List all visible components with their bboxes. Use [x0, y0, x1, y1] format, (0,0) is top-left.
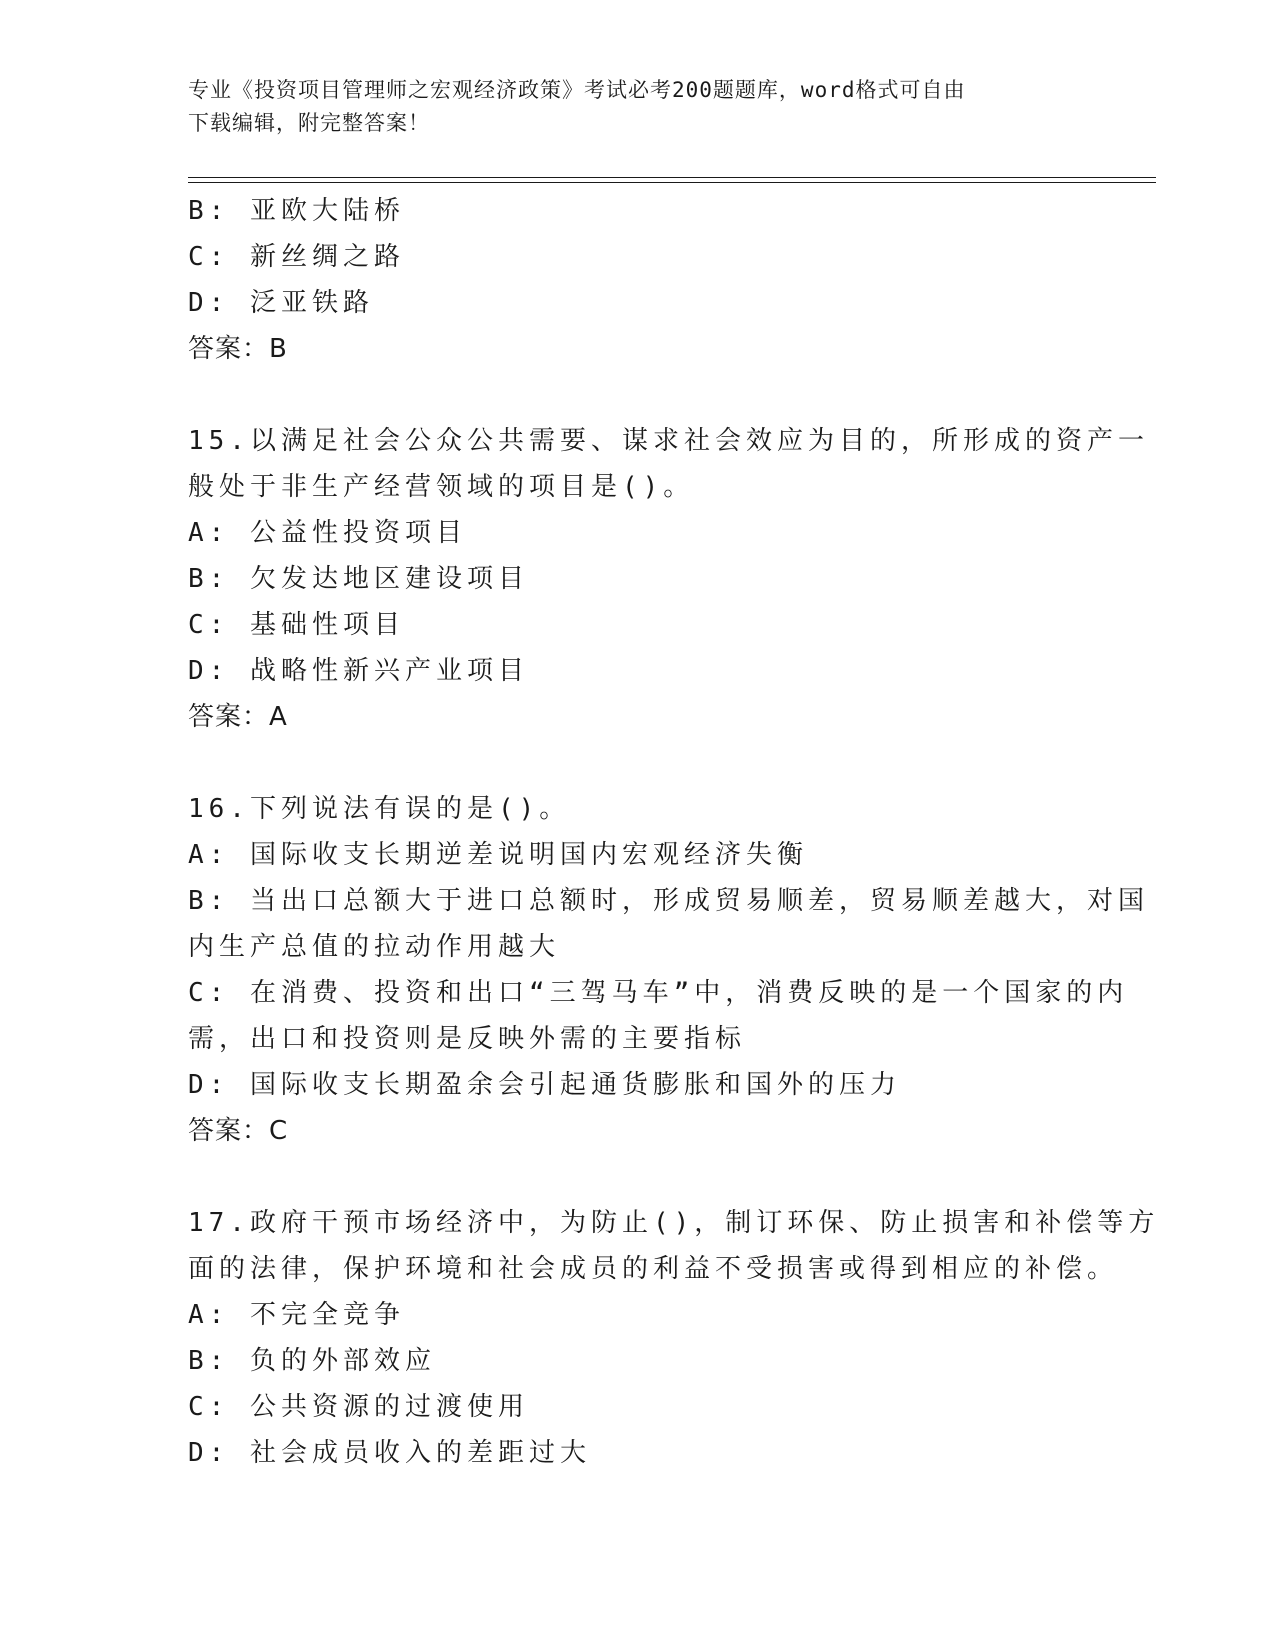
header-rule-bottom [188, 182, 1156, 183]
question-16 [188, 786, 1149, 1154]
answer-line: 答案：A [188, 702, 288, 732]
question-stem-line: 16.下列说法有误的是()。 [188, 794, 571, 824]
option-d: D: 泛亚铁路 [188, 288, 374, 318]
option-d: D: 社会成员收入的差距过大 [188, 1438, 591, 1468]
option-c: C: 基础性项目 [188, 610, 405, 640]
option-a: A: 不完全竞争 [188, 1300, 405, 1330]
header-line-2: 下载编辑，附完整答案！ [188, 111, 430, 135]
option-a: A: 国际收支长期逆差说明国内宏观经济失衡 [188, 840, 808, 870]
question-15 [188, 418, 1149, 740]
question-14-continued [188, 188, 1088, 372]
question-stem-line: 般处于非生产经营领域的项目是()。 [188, 472, 695, 502]
option-b: B: 亚欧大陆桥 [188, 196, 405, 226]
question-gap [188, 372, 1088, 418]
question-17 [188, 1200, 1160, 1476]
question-list [188, 188, 1160, 1476]
option-d: D: 国际收支长期盈余会引起通货膨胀和国外的压力 [188, 1070, 901, 1100]
document-header [188, 74, 1088, 140]
option-a: A: 公益性投资项目 [188, 518, 467, 548]
answer-line: 答案：B [188, 334, 288, 364]
question-gap [188, 1154, 1088, 1200]
header-rule-top [188, 177, 1156, 178]
option-c-continued: 需，出口和投资则是反映外需的主要指标 [188, 1024, 747, 1054]
option-c: C: 新丝绸之路 [188, 242, 405, 272]
option-d: D: 战略性新兴产业项目 [188, 656, 529, 686]
question-stem-line: 面的法律，保护环境和社会成员的利益不受损害或得到相应的补偿。 [188, 1254, 1119, 1284]
option-b: B: 负的外部效应 [188, 1346, 436, 1376]
question-stem-line: 15.以满足社会公众公共需要、谋求社会效应为目的，所形成的资产一 [188, 426, 1149, 456]
option-b: B: 欠发达地区建设项目 [188, 564, 529, 594]
question-gap [188, 740, 1088, 786]
option-b: B: 当出口总额大于进口总额时，形成贸易顺差，贸易顺差越大，对国 [188, 886, 1149, 916]
option-c: C: 在消费、投资和出口“三驾马车”中，消费反映的是一个国家的内 [188, 978, 1129, 1008]
header-line-1: 专业《投资项目管理师之宏观经济政策》考试必考200题题库，word格式可自由 [188, 78, 966, 102]
answer-line: 答案：C [188, 1116, 289, 1146]
question-stem-line: 17.政府干预市场经济中，为防止()，制订环保、防止损害和补偿等方 [188, 1208, 1160, 1238]
option-c: C: 公共资源的过渡使用 [188, 1392, 529, 1422]
option-b-continued: 内生产总值的拉动作用越大 [188, 932, 561, 962]
